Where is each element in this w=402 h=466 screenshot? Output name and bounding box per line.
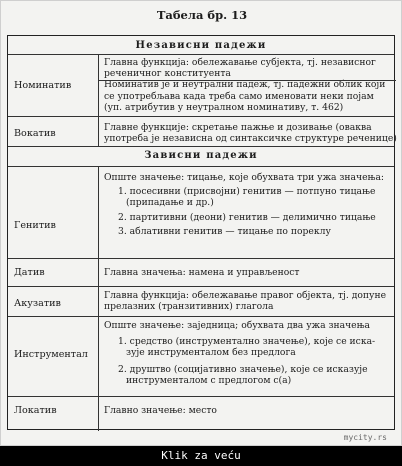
cases-table [7,35,395,430]
section-independent-heading: Независни падежи [135,40,267,51]
case-description-locative: Главно значење: место [104,405,217,416]
enlarge-link[interactable]: Klik za veću [0,446,402,466]
case-description-genitive: Опште значење: тицање, које обухвата три ужа значења: 1. посесивни (присвојни) генитив — потпуно тицање (припадање и др.) 2. партитивни (деони) генитив — делимично тицање 3. аблативни генитив — тицање по пореклу [104,172,385,237]
case-label-instrumental: Инструментал [14,349,88,360]
page-title: Табела бр. 13 [156,8,248,22]
column-divider [98,166,99,431]
case-label-genitive: Генитив [14,220,56,231]
case-label-dative: Датив [14,267,45,278]
divider [8,54,394,55]
case-label-vocative: Вокатив [14,128,56,139]
divider [8,146,394,147]
inner-divider [98,80,396,81]
divider [8,166,394,167]
case-description-vocative: Главне функције: скретање пажње и дозивање (оваква употреба је независна од синтаксичке структуре реченице) [104,122,397,145]
case-label-accusative: Акузатив [14,298,61,309]
case-label-nominative: Номинатив [14,80,72,91]
case-description-nominative: Главна функција: обележавање субјекта, тј. независног реченичног конституента Номинатив је и неутрални падеж, тј. падежни облик који се употребљава када треба само именовати неки појам (уп. атрибутив у неутралном номинативу, т. 462) [104,57,386,113]
divider [8,396,394,397]
divider [8,116,394,117]
case-description-dative: Главна значења: намена и управљеност [104,267,300,278]
case-description-instrumental: Опште значење: заједница; обухвата два ужа значења 1. средство (инструментално значење), које се иска- зује инструменталом без предлога 2. друштво (социјативно значење), које се исказује инструменталом с предлогом с(а) [104,320,376,386]
divider [8,316,394,317]
divider [8,258,394,259]
divider [8,286,394,287]
section-dependent-heading: Зависни падежи [144,150,258,161]
watermark: mycity.rs [343,433,387,442]
case-label-locative: Локатив [14,405,57,416]
column-divider [98,54,99,146]
case-description-accusative: Главна функција: обележавање правог објекта, тј. допуне прелазних (транзитивних) глагола [104,290,387,313]
